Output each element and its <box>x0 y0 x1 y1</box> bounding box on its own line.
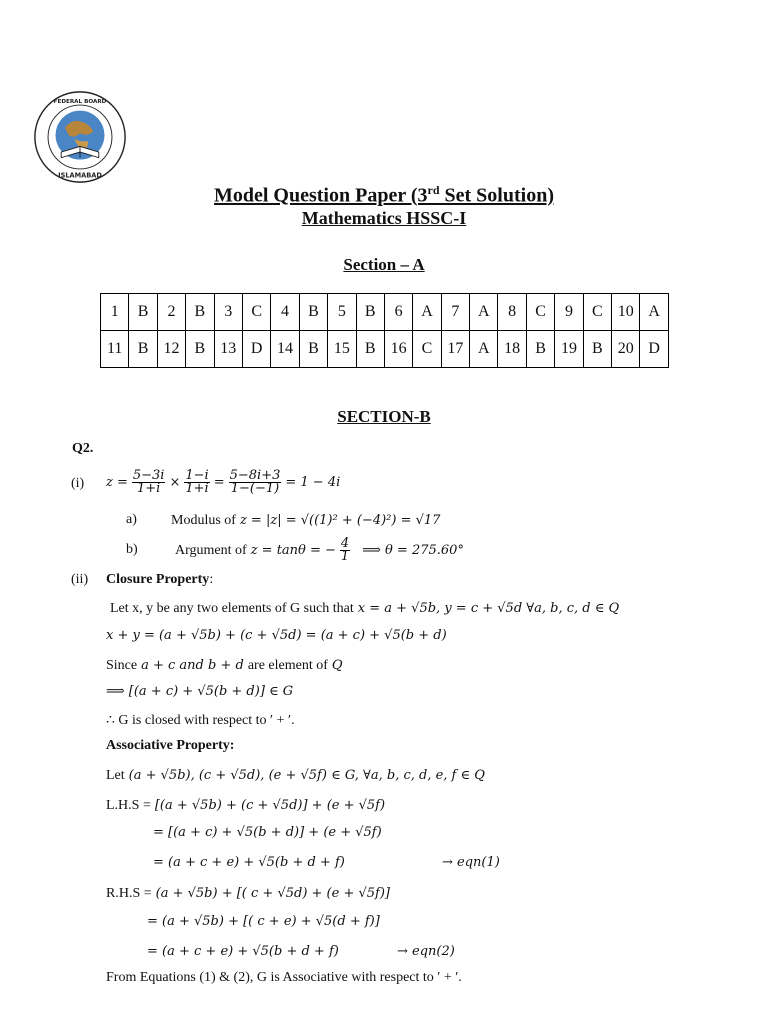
question-number-cell: 1 <box>101 294 129 331</box>
conclusion-line: From Equations (1) & (2), G is Associative with respect to ′ + ′. <box>106 970 462 985</box>
question-number-cell: 7 <box>441 294 469 331</box>
lhs-line-1: L.H.S = [(a + √5b) + (c + √5d)] + (e + √5f) <box>106 798 386 813</box>
rhs-line-3: = (a + c + e) + √5(b + d + f) <box>147 944 339 959</box>
question-number-cell: 16 <box>384 331 412 368</box>
question-number-cell: 17 <box>441 331 469 368</box>
question-number-cell: 14 <box>271 331 299 368</box>
answer-cell: A <box>470 294 498 331</box>
question-number-cell: 2 <box>157 294 185 331</box>
modulus-line: Modulus of z = |z| = √((1)² + (−4)²) = √17 <box>171 513 441 528</box>
closure-heading: Closure Property: <box>106 572 214 587</box>
answer-cell: B <box>186 331 214 368</box>
answer-cell: B <box>129 294 157 331</box>
question-number-cell: 8 <box>498 294 526 331</box>
answer-cell: B <box>356 331 384 368</box>
answer-cell: B <box>186 294 214 331</box>
answer-cell: A <box>470 331 498 368</box>
question-number-cell: 13 <box>214 331 242 368</box>
svg-text:ISLAMABAD: ISLAMABAD <box>58 171 102 180</box>
part-ii-label: (ii) <box>71 572 89 587</box>
question-number-cell: 9 <box>555 294 583 331</box>
rhs-line-1: R.H.S = (a + √5b) + [( c + √5d) + (e + √5f)] <box>106 886 390 901</box>
answer-key-table <box>100 293 669 368</box>
svg-text:FEDERAL BOARD: FEDERAL BOARD <box>53 99 107 106</box>
question-label: Q2. <box>72 441 94 456</box>
eqn1-marker: → eqn(1) <box>442 855 500 870</box>
argument-line: Argument of z = tanθ = − $\frac{4}{1}$ ⟹ θ = 275.60° <box>175 536 464 564</box>
question-number-cell: 20 <box>612 331 640 368</box>
question-number-cell: 12 <box>157 331 185 368</box>
question-number-cell: 4 <box>271 294 299 331</box>
answer-cell: B <box>583 331 611 368</box>
answer-cell: A <box>640 294 669 331</box>
rhs-line-2: = (a + √5b) + [( c + e) + √5(d + f)] <box>147 914 380 929</box>
let2-line: Let (a + √5b), (c + √5d), (e + √5f) ∈ G, ∀a, b, c, d, e, f ∈ Q <box>106 768 485 783</box>
associative-heading: Associative Property: <box>106 738 235 753</box>
answer-row <box>101 331 669 368</box>
answer-cell: A <box>413 294 441 331</box>
answer-cell: B <box>299 331 327 368</box>
part-a-label: a) <box>126 512 137 527</box>
question-number-cell: 11 <box>101 331 129 368</box>
implies-line: ⟹ [(a + c) + √5(b + d)] ∈ G <box>106 684 294 699</box>
page-subtitle: Mathematics HSSC-I <box>301 208 467 228</box>
question-number-cell: 10 <box>612 294 640 331</box>
answer-cell: B <box>356 294 384 331</box>
lhs-line-3: = (a + c + e) + √5(b + d + f) <box>153 855 345 870</box>
part-b-label: b) <box>126 542 138 557</box>
question-number-cell: 6 <box>384 294 412 331</box>
answer-cell: B <box>129 331 157 368</box>
section-b-heading: SECTION-B <box>337 407 431 426</box>
answer-cell: C <box>583 294 611 331</box>
part-i-equation: z = $\frac{5-3i}{1+i}$ × $\frac{1-i}{1+i}$ = $\frac{5-8i+3}{1-(-1)}$ = 1 − 4i <box>106 468 341 496</box>
answer-cell: C <box>413 331 441 368</box>
answer-cell: D <box>640 331 669 368</box>
answer-cell: C <box>526 294 554 331</box>
section-a-heading: Section – A <box>343 255 425 274</box>
question-number-cell: 19 <box>555 331 583 368</box>
let-line: Let x, y be any two elements of G such that x = a + √5b, y = c + √5d ∀a, b, c, d ∈ Q <box>110 601 620 616</box>
question-number-cell: 18 <box>498 331 526 368</box>
fbise-logo <box>33 90 127 184</box>
answer-cell: B <box>299 294 327 331</box>
sum-line: x + y = (a + √5b) + (c + √5d) = (a + c) + √5(b + d) <box>106 628 447 643</box>
question-number-cell: 5 <box>328 294 356 331</box>
answer-cell: D <box>242 331 270 368</box>
answer-cell: B <box>526 331 554 368</box>
since-line: Since a + c and b + d are element of Q <box>106 658 343 673</box>
page-title: Model Question Paper (3rd Set Solution) <box>214 183 554 207</box>
part-i-label: (i) <box>71 476 85 491</box>
eqn2-marker: → eqn(2) <box>397 944 455 959</box>
question-number-cell: 3 <box>214 294 242 331</box>
answer-row <box>101 294 669 331</box>
question-number-cell: 15 <box>328 331 356 368</box>
answer-cell: C <box>242 294 270 331</box>
lhs-line-2: = [(a + c) + √5(b + d)] + (e + √5f) <box>153 825 382 840</box>
closed-line: ∴ G is closed with respect to ′ + ′. <box>106 713 295 728</box>
